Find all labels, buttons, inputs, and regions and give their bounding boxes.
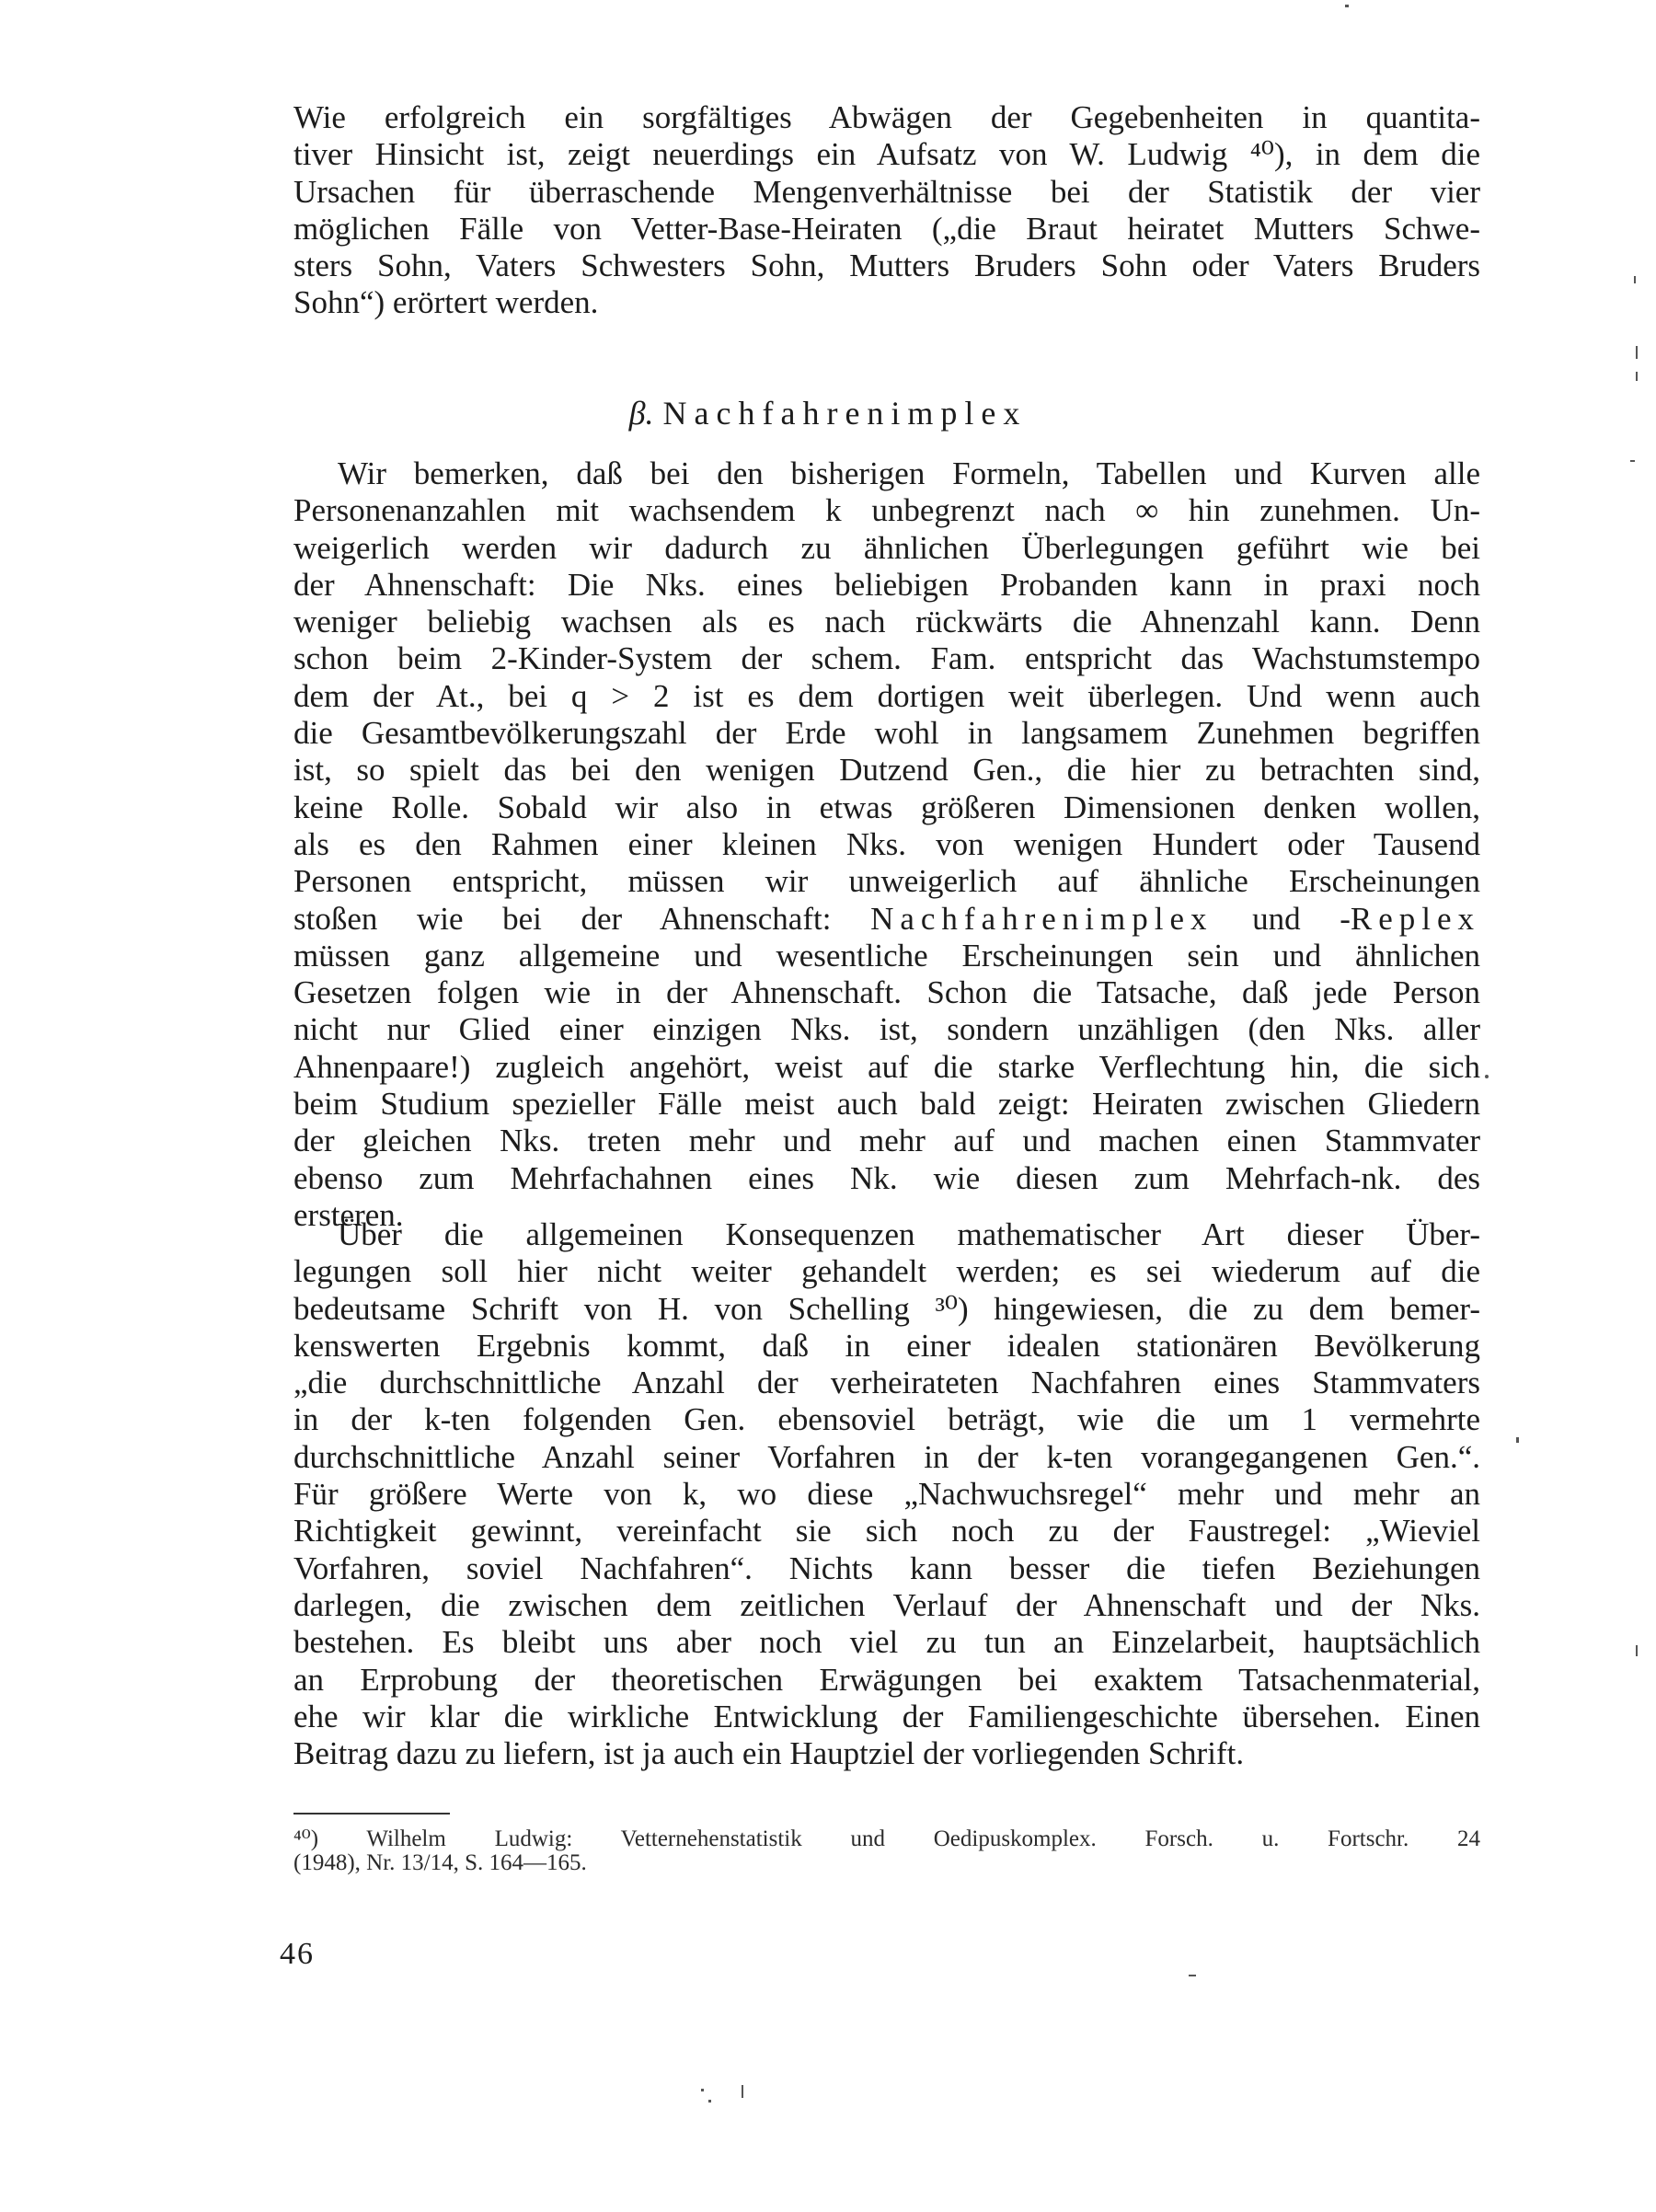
- text-line: bestehen. Es bleibt uns aber noch viel zu tun an Einzelarbeit, hauptsächlich: [293, 1624, 1480, 1661]
- footnote: [293, 1827, 1480, 1875]
- text-line: möglichen Fälle von Vetter-Base-Heiraten („die Braut heiratet Mutters Schwe-: [293, 210, 1480, 247]
- text-line: ist, so spielt das bei den wenigen Dutzend Gen., die hier zu betrachten sind,: [293, 752, 1480, 789]
- emphasis-line: [293, 901, 1480, 938]
- spaced-term-nachfahrenimplex: Nachfahrenimplex: [870, 900, 1213, 937]
- text-line: Ursachen für überraschende Mengenverhältnisse bei der Statistik der vier: [293, 173, 1480, 210]
- text-line: als es den Rahmen einer kleinen Nks. von wenigen Hundert oder Tausend: [293, 825, 1480, 862]
- text-line: weigerlich werden wir dadurch zu ähnlichen Überlegungen geführt wie bei: [293, 529, 1480, 566]
- text-line: kenswerten Ergebnis kommt, daß in einer idealen stationären Bevölkerung: [293, 1327, 1480, 1364]
- text-line: Beitrag dazu zu liefern, ist ja auch ein Hauptziel der vorliegenden Schrift.: [293, 1735, 1245, 1772]
- scan-speck: [1630, 460, 1635, 462]
- text-line: dem der At., bei q > 2 ist es dem dortigen weit überlegen. Und wenn auch: [293, 677, 1480, 714]
- text-line: an Erprobung der theoretischen Erwägungen bei exaktem Tatsachenmaterial,: [293, 1661, 1480, 1698]
- scan-speck: [742, 2085, 743, 2098]
- scan-speck: [1345, 5, 1349, 7]
- scan-speck: [1516, 1437, 1519, 1443]
- text-line: Vorfahren, soviel Nachfahren“. Nichts kann besser die tiefen Beziehungen: [293, 1550, 1480, 1586]
- scan-speck: [1189, 1975, 1196, 1976]
- scan-speck: [1636, 346, 1638, 359]
- text-line: Wie erfolgreich ein sorgfältiges Abwägen der Gegebenheiten in quantita-: [293, 99, 1480, 135]
- text-line: ehe wir klar die wirkliche Entwicklung der Familiengeschichte übersehen. Einen: [293, 1698, 1480, 1734]
- scan-speck: [1636, 372, 1638, 381]
- paragraph-1: [293, 99, 1480, 322]
- text-line: bedeutsame Schrift von H. von Schelling ³⁰) hingewiesen, die zu dem bemer-: [293, 1290, 1480, 1327]
- text-line: sters Sohn, Vaters Schwesters Sohn, Mutters Bruders Sohn oder Vaters Bruders: [293, 248, 1480, 284]
- text-line: der gleichen Nks. treten mehr und mehr auf und machen einen Stammvater: [293, 1123, 1480, 1159]
- scan-speck: [1636, 1645, 1638, 1656]
- text-line: tiver Hinsicht ist, zeigt neuerdings ein Aufsatz von W. Ludwig ⁴⁰), in dem die: [293, 136, 1480, 173]
- text-line: Personenanzahlen mit wachsendem k unbegrenzt nach ∞ hin zunehmen. Un-: [293, 492, 1480, 529]
- paragraph-3: [293, 1216, 1480, 1772]
- footnote-line: ⁴⁰) Wilhelm Ludwig: Vetternehenstatistik und Oedipuskomplex. Forsch. u. Fortschr. 24: [293, 1826, 1480, 1851]
- page-number: 46: [280, 1937, 315, 1971]
- scan-speck: [1634, 276, 1636, 283]
- text-line: beim Studium spezieller Fälle meist auch bald zeigt: Heiraten zwischen Gliedern: [293, 1086, 1480, 1123]
- text-line: Sohn“) erörtert werden.: [293, 284, 599, 321]
- text-line: durchschnittliche Anzahl seiner Vorfahren in der k-ten vorangegangenen Gen.“.: [293, 1438, 1480, 1475]
- text-line: der Ahnenschaft: Die Nks. eines beliebigen Probanden kann in praxi noch: [293, 566, 1480, 603]
- text-line: Gesetzen folgen wie in der Ahnenschaft. Schon die Tatsache, daß jede Person: [293, 974, 1480, 1011]
- line-start: stoßen wie bei der Ahnenschaft:: [293, 900, 871, 937]
- line-middle: und -: [1213, 900, 1351, 937]
- text-line: Für größere Werte von k, wo diese „Nachwuchsregel“ mehr und mehr an: [293, 1476, 1480, 1513]
- scan-speck: [708, 2100, 711, 2103]
- section-heading: [0, 394, 1656, 432]
- text-line: Personen entspricht, müssen wir unweigerlich auf ähnliche Erscheinungen: [293, 863, 1480, 900]
- text-line: Richtigkeit gewinnt, vereinfacht sie sich noch zu der Faustregel: „Wieviel: [293, 1513, 1480, 1550]
- text-line: in der k-ten folgenden Gen. ebensoviel beträgt, wie die um 1 vermehrte: [293, 1401, 1480, 1438]
- section-title: Nachfahrenimplex: [662, 395, 1028, 432]
- text-line: „die durchschnittliche Anzahl der verheirateten Nachfahren eines Stammvaters: [293, 1365, 1480, 1401]
- text-line: Über die allgemeinen Konsequenzen mathematischer Art dieser Über-: [338, 1216, 1480, 1252]
- text-line: ersteren.: [293, 1196, 404, 1233]
- footnote-rule: [293, 1813, 450, 1815]
- text-line: nicht nur Glied einer einzigen Nks. ist, sondern unzähligen (den Nks. aller: [293, 1011, 1480, 1048]
- text-line: Wir bemerken, daß bei den bisherigen Formeln, Tabellen und Kurven alle: [338, 455, 1480, 491]
- paragraph-2: [293, 455, 1480, 1234]
- text-line: müssen ganz allgemeine und wesentliche Erscheinungen sein und ähnlichen: [293, 937, 1480, 974]
- text-line: keine Rolle. Sobald wir also in etwas größeren Dimensionen denken wollen,: [293, 789, 1480, 825]
- section-number: β.: [628, 395, 654, 432]
- text-line: schon beim 2-Kinder-System der schem. Fam. entspricht das Wachstumstempo: [293, 640, 1480, 677]
- text-line: weniger beliebig wachsen als es nach rückwärts die Ahnenzahl kann. Denn: [293, 604, 1480, 640]
- text-line: ebenso zum Mehrfachahnen eines Nk. wie diesen zum Mehrfach-nk. des: [293, 1159, 1480, 1196]
- text-line: die Gesamtbevölkerungszahl der Erde wohl in langsamem Zunehmen begriffen: [293, 715, 1480, 752]
- text-line: darlegen, die zwischen dem zeitlichen Verlauf der Ahnenschaft und der Nks.: [293, 1586, 1480, 1623]
- footnote-line: (1948), Nr. 13/14, S. 164—165.: [293, 1850, 587, 1875]
- scan-speck: [1485, 1075, 1489, 1078]
- text-line: legungen soll hier nicht weiter gehandelt werden; es sei wiederum auf die: [293, 1253, 1480, 1290]
- spaced-term-replex: Replex: [1350, 900, 1481, 937]
- text-line: Ahnenpaare!) zugleich angehört, weist auf die starke Verflechtung hin, die sich: [293, 1048, 1480, 1085]
- scan-speck: [701, 2089, 704, 2091]
